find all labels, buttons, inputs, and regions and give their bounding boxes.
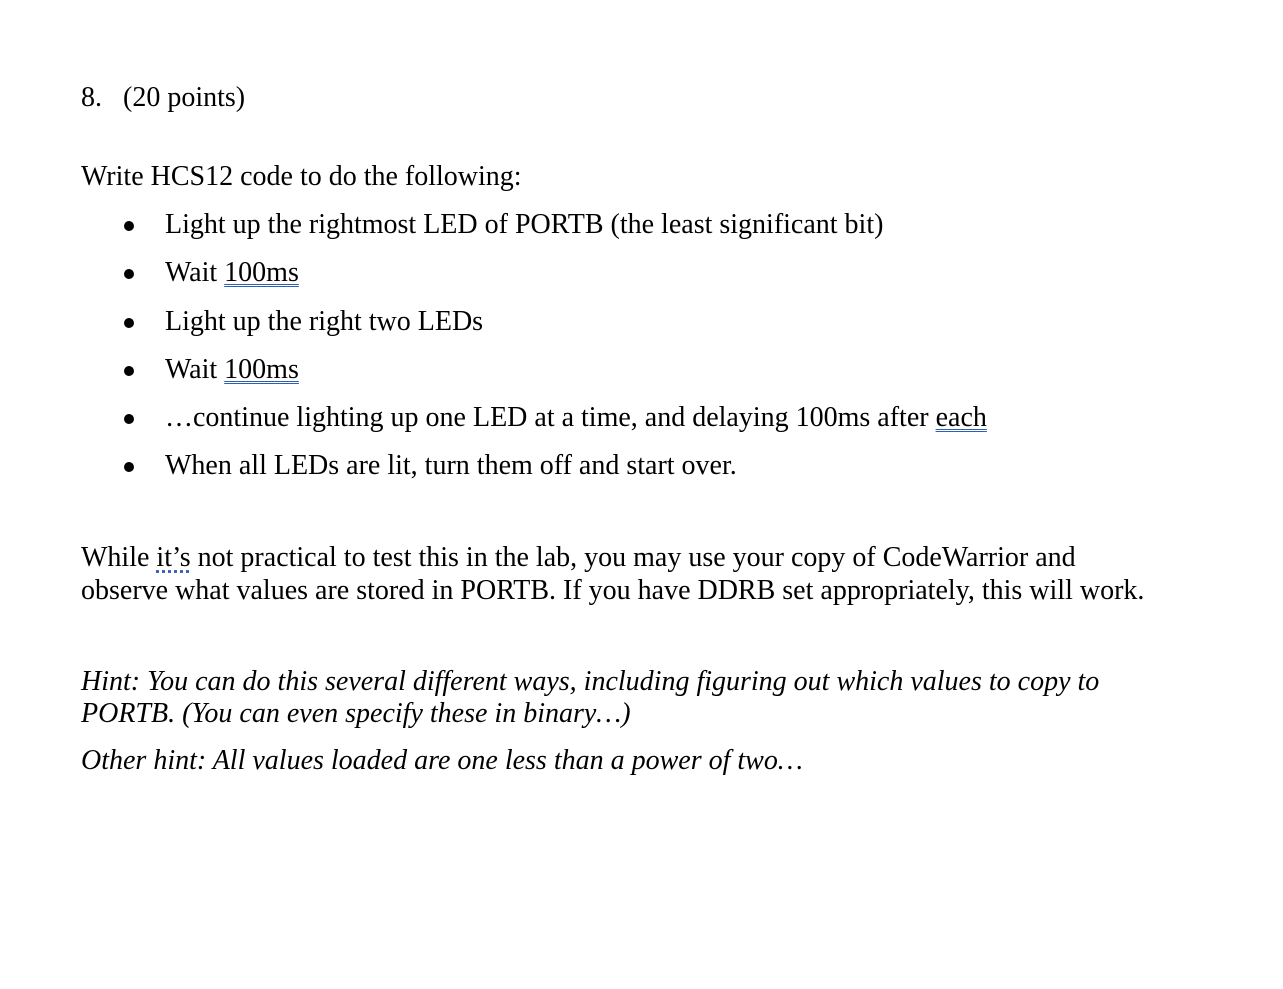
bullet-icon — [124, 318, 134, 328]
bullet-icon — [124, 366, 134, 376]
paragraph-text: not practical to test this in the lab, you may use your copy of CodeWarrior and — [190, 542, 1076, 573]
hint-line-2: PORTB. (You can even specify these in binary…) — [81, 698, 631, 729]
question-number: 8. — [81, 82, 102, 113]
proofing-flag: it’s — [156, 542, 191, 573]
bullet-icon — [124, 414, 134, 424]
bullet-icon — [124, 462, 134, 472]
grammar-flag: each — [935, 402, 987, 434]
step-text — [165, 353, 299, 387]
bullet-icon — [124, 269, 134, 279]
paragraph-line-1 — [81, 541, 1144, 574]
paragraph-text: While — [81, 542, 157, 573]
other-hint: Other hint: All values loaded are one less than a power of two… — [81, 745, 803, 776]
grammar-flag: 100ms — [224, 353, 299, 385]
testing-paragraph — [81, 541, 1144, 607]
step-text-pre: …continue lighting up one LED at a time, and delaying 100ms after — [165, 402, 936, 434]
step-text-pre: Wait — [165, 353, 225, 385]
step-text-pre: Wait — [165, 257, 225, 289]
question-points: (20 points) — [123, 82, 246, 113]
step-text — [165, 256, 299, 290]
grammar-flag: 100ms — [224, 257, 299, 289]
step-text: Light up the rightmost LED of PORTB (the least significant bit) — [165, 209, 884, 240]
question-header — [81, 81, 245, 115]
bullet-icon — [124, 221, 134, 231]
instructions-intro: Write HCS12 code to do the following: — [81, 161, 522, 192]
step-text: Light up the right two LEDs — [165, 305, 484, 337]
hint-line-1: Hint: You can do this several different ways, including figuring out which values to copy to — [81, 666, 1100, 697]
step-text: When all LEDs are lit, turn them off and start over. — [165, 450, 737, 482]
paragraph-line-2: observe what values are stored in PORTB. If you have DDRB set appropriately, this will work. — [81, 575, 1145, 606]
step-text — [165, 401, 987, 435]
hint-paragraph — [81, 666, 1099, 730]
